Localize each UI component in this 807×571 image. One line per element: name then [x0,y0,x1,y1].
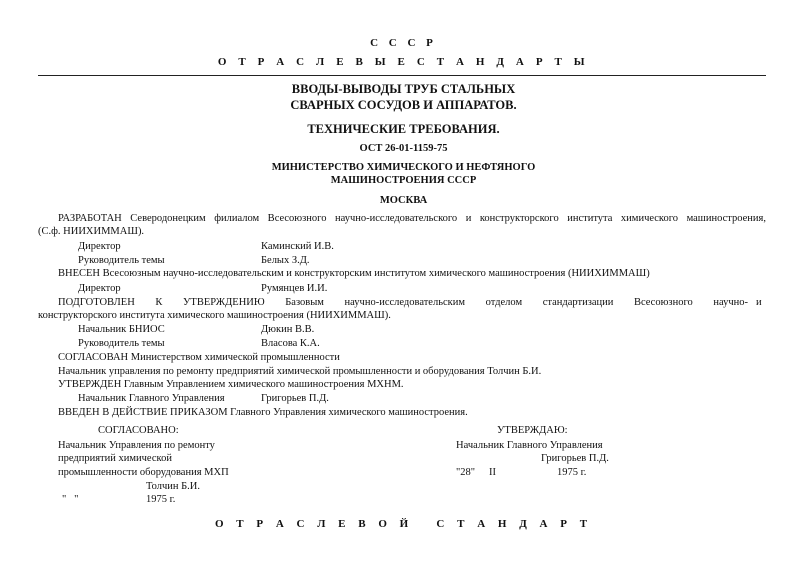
director-label-2: Директор [78,283,121,294]
approve-date-year: 1975 г. [557,467,587,478]
approve-signer-title: Начальник Главного Управления [456,440,603,451]
country-heading: С С С Р [370,37,437,49]
developed-by-line-1: РАЗРАБОТАН Северодонецким филиалом Всесоюзного научно-исследовательского и конструкторского института химического машиностроения, [58,213,766,224]
main-department-head-label: Начальник Главного Управления [78,393,225,404]
prepared-by-line-1-end: и [756,297,762,308]
approve-date-month: II [489,467,496,478]
approve-heading: УТВЕРЖДАЮ: [497,425,568,436]
ministry-line-2: МАШИНОСТРОЕНИЯ СССР [330,175,477,187]
ministry-line-1: МИНИСТЕРСТВО ХИМИЧЕСКОГО И НЕФТЯНОГО [271,162,536,173]
approved-by-line: УТВЕРЖДЕН Главным Управлением химического машиностроения МХНМ. [58,379,404,390]
agreed-signer-title-line-3: промышленности оборудования МХП [58,467,229,478]
agreed-heading: СОГЛАСОВАНО: [98,425,179,436]
approve-date-day: "28" [456,467,476,478]
agreed-date-quotes: " " [62,494,79,505]
title-line-3: ТЕХНИЧЕСКИЕ ТРЕБОВАНИЯ. [307,122,500,136]
director-name: Каминский И.В. [261,241,334,252]
director-label: Директор [78,241,121,252]
title-line-1: ВВОДЫ-ВЫВОДЫ ТРУБ СТАЛЬНЫХ [291,82,516,96]
topic-head-label: Руководитель темы [78,255,165,266]
agreed-by-line: СОГЛАСОВАН Министерством химической промышленности [58,352,340,363]
repair-department-head-line: Начальник управления по ремонту предприятий химической промышленности и оборудования Толчин Б.И. [58,366,542,377]
enacted-by-line: ВВЕДЕН В ДЕЙСТВИЕ ПРИКАЗОМ Главного Управления химического машиностроения. [58,407,468,418]
header-divider [38,75,766,76]
bnios-head-label: Начальник БНИОС [78,324,165,335]
title-line-2: СВАРНЫХ СОСУДОВ И АППАРАТОВ. [290,97,517,112]
topic-head-name: Белых З.Д. [261,255,310,266]
topic-head-label-2: Руководитель темы [78,338,165,349]
prepared-by-line-1: ПОДГОТОВЛЕН К УТВЕРЖДЕНИЮ Базовым научно-исследовательским отделом стандартизации Всесоюзного научно- [58,297,748,308]
standard-code: ОСТ 26-01-1159-75 [359,143,448,154]
main-department-head-name: Григорьев П.Д. [261,393,329,404]
bnios-head-name: Дюкин В.В. [261,324,315,335]
topic-head-name-2: Власова К.А. [261,338,320,349]
approve-signer-name: Григорьев П.Д. [541,453,609,464]
document-title [0,82,807,113]
director-name-2: Румянцев И.И. [261,283,328,294]
prepared-by-line-2: конструкторского института химического машиностроения (НИИХИММАШ). [38,310,391,321]
agreed-date-year: 1975 г. [146,494,176,505]
agreed-signer-title-line-2: предприятий химической [58,453,172,464]
developed-by-line-2: (С.ф. НИИХИММАШ). [38,226,145,237]
introduced-by-line: ВНЕСЕН Всесоюзным научно-исследовательским и конструкторским институтом химического машиностроения (НИИХИММАШ) [58,268,650,279]
ministry-name [0,161,807,187]
agreed-signer-name: Толчин Б.И. [146,481,200,492]
city: МОСКВА [379,195,428,206]
agreed-signer-title-line-1: Начальник Управления по ремонту [58,440,215,451]
standards-type-heading: О Т Р А С Л Е В Ы Е С Т А Н Д А Р Т Ы [217,56,590,68]
footer-heading: О Т Р А С Л Е В О Й С Т А Н Д А Р Т [214,518,593,530]
